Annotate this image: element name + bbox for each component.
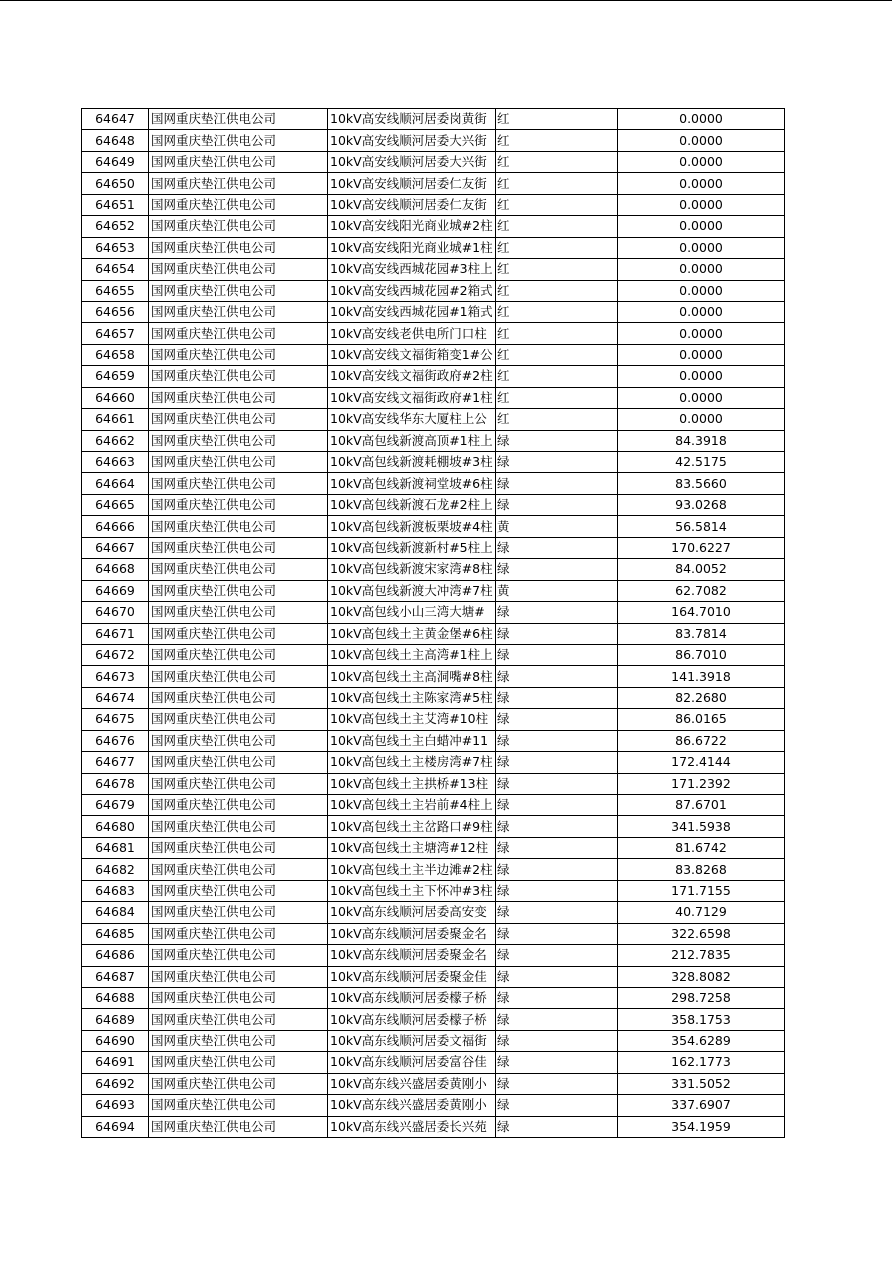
row-id-cell: 64673 [82, 666, 149, 687]
row-id-cell: 64655 [82, 280, 149, 301]
value-cell: 212.7835 [618, 945, 785, 966]
row-id-cell: 64679 [82, 795, 149, 816]
line-name-cell: 10kV高包线土主高洞嘴#8柱 [328, 666, 496, 687]
value-cell: 40.7129 [618, 902, 785, 923]
status-cell: 红 [496, 301, 618, 322]
company-cell: 国网重庆垫江供电公司 [149, 151, 328, 172]
company-cell: 国网重庆垫江供电公司 [149, 880, 328, 901]
row-id-cell: 64660 [82, 387, 149, 408]
line-name-cell: 10kV高安线顺河居委大兴街 [328, 130, 496, 151]
line-name-cell: 10kV高包线新渡祠堂坡#6柱 [328, 473, 496, 494]
row-id-cell: 64682 [82, 859, 149, 880]
table-row [82, 752, 785, 773]
line-name-cell: 10kV高东线顺河居委文福街 [328, 1030, 496, 1051]
row-id-cell: 64684 [82, 902, 149, 923]
value-cell: 341.5938 [618, 816, 785, 837]
line-name-cell: 10kV高包线土主高湾#1柱上 [328, 644, 496, 665]
row-id-cell: 64668 [82, 559, 149, 580]
table-row [82, 902, 785, 923]
value-cell: 81.6742 [618, 837, 785, 858]
status-cell: 绿 [496, 966, 618, 987]
row-id-cell: 64681 [82, 837, 149, 858]
company-cell: 国网重庆垫江供电公司 [149, 516, 328, 537]
company-cell: 国网重庆垫江供电公司 [149, 237, 328, 258]
value-cell: 87.6701 [618, 795, 785, 816]
table-row [82, 923, 785, 944]
status-cell: 绿 [496, 880, 618, 901]
company-cell: 国网重庆垫江供电公司 [149, 945, 328, 966]
company-cell: 国网重庆垫江供电公司 [149, 816, 328, 837]
table-row [82, 987, 785, 1008]
line-name-cell: 10kV高包线土主半边滩#2柱 [328, 859, 496, 880]
company-cell: 国网重庆垫江供电公司 [149, 409, 328, 430]
status-cell: 绿 [496, 666, 618, 687]
row-id-cell: 64651 [82, 194, 149, 215]
line-name-cell: 10kV高安线华东大厦柱上公 [328, 409, 496, 430]
company-cell: 国网重庆垫江供电公司 [149, 730, 328, 751]
row-id-cell: 64663 [82, 452, 149, 473]
row-id-cell: 64680 [82, 816, 149, 837]
line-name-cell: 10kV高东线顺河居委聚金佳 [328, 966, 496, 987]
row-id-cell: 64688 [82, 987, 149, 1008]
table-row [82, 666, 785, 687]
status-cell: 红 [496, 109, 618, 130]
company-cell: 国网重庆垫江供电公司 [149, 1009, 328, 1030]
table-row [82, 366, 785, 387]
status-cell: 绿 [496, 602, 618, 623]
line-name-cell: 10kV高安线阳光商业城#2柱 [328, 216, 496, 237]
company-cell: 国网重庆垫江供电公司 [149, 494, 328, 515]
status-cell: 红 [496, 259, 618, 280]
value-cell: 0.0000 [618, 366, 785, 387]
company-cell: 国网重庆垫江供电公司 [149, 344, 328, 365]
row-id-cell: 64693 [82, 1095, 149, 1116]
data-table [81, 108, 785, 1138]
table-row [82, 452, 785, 473]
table-row [82, 1030, 785, 1051]
row-id-cell: 64656 [82, 301, 149, 322]
table-row [82, 1073, 785, 1094]
company-cell: 国网重庆垫江供电公司 [149, 773, 328, 794]
line-name-cell: 10kV高安线文福街政府#2柱 [328, 366, 496, 387]
row-id-cell: 64677 [82, 752, 149, 773]
status-cell: 红 [496, 151, 618, 172]
table-row [82, 151, 785, 172]
line-name-cell: 10kV高东线顺河居委聚金名 [328, 945, 496, 966]
line-name-cell: 10kV高东线兴盛居委长兴苑 [328, 1116, 496, 1137]
value-cell: 354.1959 [618, 1116, 785, 1137]
status-cell: 绿 [496, 945, 618, 966]
value-cell: 0.0000 [618, 151, 785, 172]
line-name-cell: 10kV高安线西城花园#2箱式 [328, 280, 496, 301]
row-id-cell: 64687 [82, 966, 149, 987]
status-cell: 绿 [496, 795, 618, 816]
value-cell: 0.0000 [618, 323, 785, 344]
line-name-cell: 10kV高东线顺河居委檬子桥 [328, 987, 496, 1008]
value-cell: 83.5660 [618, 473, 785, 494]
status-cell: 绿 [496, 537, 618, 558]
company-cell: 国网重庆垫江供电公司 [149, 902, 328, 923]
table-row [82, 644, 785, 665]
company-cell: 国网重庆垫江供电公司 [149, 687, 328, 708]
row-id-cell: 64662 [82, 430, 149, 451]
table-row [82, 173, 785, 194]
table-row [82, 730, 785, 751]
row-id-cell: 64694 [82, 1116, 149, 1137]
table-row [82, 387, 785, 408]
table-row [82, 301, 785, 322]
table-row [82, 323, 785, 344]
line-name-cell: 10kV高安线顺河居委仁友街 [328, 173, 496, 194]
value-cell: 84.3918 [618, 430, 785, 451]
status-cell: 绿 [496, 623, 618, 644]
table-row [82, 259, 785, 280]
table-row [82, 194, 785, 215]
value-cell: 358.1753 [618, 1009, 785, 1030]
status-cell: 红 [496, 130, 618, 151]
company-cell: 国网重庆垫江供电公司 [149, 666, 328, 687]
line-name-cell: 10kV高安线西城花园#1箱式 [328, 301, 496, 322]
value-cell: 0.0000 [618, 259, 785, 280]
value-cell: 0.0000 [618, 280, 785, 301]
table-row [82, 1009, 785, 1030]
company-cell: 国网重庆垫江供电公司 [149, 109, 328, 130]
table-row [82, 344, 785, 365]
line-name-cell: 10kV高安线顺河居委仁友街 [328, 194, 496, 215]
table-row [82, 602, 785, 623]
line-name-cell: 10kV高包线新渡石龙#2柱上 [328, 494, 496, 515]
status-cell: 绿 [496, 1009, 618, 1030]
status-cell: 红 [496, 216, 618, 237]
table-row [82, 430, 785, 451]
status-cell: 红 [496, 173, 618, 194]
line-name-cell: 10kV高东线兴盛居委黄刚小 [328, 1073, 496, 1094]
company-cell: 国网重庆垫江供电公司 [149, 301, 328, 322]
row-id-cell: 64685 [82, 923, 149, 944]
row-id-cell: 64670 [82, 602, 149, 623]
company-cell: 国网重庆垫江供电公司 [149, 259, 328, 280]
status-cell: 绿 [496, 1052, 618, 1073]
table-row [82, 409, 785, 430]
status-cell: 绿 [496, 559, 618, 580]
row-id-cell: 64652 [82, 216, 149, 237]
line-name-cell: 10kV高东线顺河居委富谷佳 [328, 1052, 496, 1073]
table-row [82, 709, 785, 730]
status-cell: 绿 [496, 687, 618, 708]
value-cell: 0.0000 [618, 237, 785, 258]
company-cell: 国网重庆垫江供电公司 [149, 923, 328, 944]
table-row [82, 1116, 785, 1137]
company-cell: 国网重庆垫江供电公司 [149, 1073, 328, 1094]
line-name-cell: 10kV高安线顺河居委大兴街 [328, 151, 496, 172]
line-name-cell: 10kV高东线顺河居委聚金名 [328, 923, 496, 944]
status-cell: 黄 [496, 516, 618, 537]
row-id-cell: 64692 [82, 1073, 149, 1094]
table-row [82, 130, 785, 151]
status-cell: 绿 [496, 987, 618, 1008]
row-id-cell: 64671 [82, 623, 149, 644]
line-name-cell: 10kV高包线土主黄金堡#6柱 [328, 623, 496, 644]
value-cell: 354.6289 [618, 1030, 785, 1051]
table-body [82, 109, 785, 1138]
row-id-cell: 64664 [82, 473, 149, 494]
status-cell: 红 [496, 280, 618, 301]
company-cell: 国网重庆垫江供电公司 [149, 280, 328, 301]
value-cell: 93.0268 [618, 494, 785, 515]
company-cell: 国网重庆垫江供电公司 [149, 559, 328, 580]
line-name-cell: 10kV高包线新渡高顶#1柱上 [328, 430, 496, 451]
line-name-cell: 10kV高东线兴盛居委黄刚小 [328, 1095, 496, 1116]
value-cell: 83.8268 [618, 859, 785, 880]
status-cell: 绿 [496, 816, 618, 837]
row-id-cell: 64691 [82, 1052, 149, 1073]
status-cell: 绿 [496, 923, 618, 944]
line-name-cell: 10kV高安线顺河居委岗黄街 [328, 109, 496, 130]
value-cell: 86.0165 [618, 709, 785, 730]
table-row [82, 837, 785, 858]
table-row [82, 109, 785, 130]
line-name-cell: 10kV高包线新渡大冲湾#7柱 [328, 580, 496, 601]
line-name-cell: 10kV高包线新渡板栗坡#4柱 [328, 516, 496, 537]
table-row [82, 1095, 785, 1116]
row-id-cell: 64649 [82, 151, 149, 172]
value-cell: 328.8082 [618, 966, 785, 987]
table-row [82, 216, 785, 237]
row-id-cell: 64654 [82, 259, 149, 280]
table-row [82, 237, 785, 258]
value-cell: 0.0000 [618, 387, 785, 408]
value-cell: 162.1773 [618, 1052, 785, 1073]
line-name-cell: 10kV高包线土主陈家湾#5柱 [328, 687, 496, 708]
row-id-cell: 64666 [82, 516, 149, 537]
row-id-cell: 64690 [82, 1030, 149, 1051]
line-name-cell: 10kV高包线土主下怀冲#3柱 [328, 880, 496, 901]
value-cell: 0.0000 [618, 409, 785, 430]
status-cell: 红 [496, 323, 618, 344]
line-name-cell: 10kV高安线文福街箱变1#公 [328, 344, 496, 365]
company-cell: 国网重庆垫江供电公司 [149, 1116, 328, 1137]
line-name-cell: 10kV高东线顺河居委高安变 [328, 902, 496, 923]
company-cell: 国网重庆垫江供电公司 [149, 987, 328, 1008]
value-cell: 86.7010 [618, 644, 785, 665]
status-cell: 红 [496, 344, 618, 365]
line-name-cell: 10kV高包线土主艾湾#10柱 [328, 709, 496, 730]
line-name-cell: 10kV高包线新渡宋家湾#8柱 [328, 559, 496, 580]
table-row [82, 623, 785, 644]
table-row [82, 473, 785, 494]
value-cell: 82.2680 [618, 687, 785, 708]
table-row [82, 773, 785, 794]
line-name-cell: 10kV高包线土主岔路口#9柱 [328, 816, 496, 837]
company-cell: 国网重庆垫江供电公司 [149, 452, 328, 473]
status-cell: 绿 [496, 859, 618, 880]
company-cell: 国网重庆垫江供电公司 [149, 473, 328, 494]
status-cell: 绿 [496, 494, 618, 515]
company-cell: 国网重庆垫江供电公司 [149, 709, 328, 730]
status-cell: 红 [496, 387, 618, 408]
status-cell: 绿 [496, 473, 618, 494]
value-cell: 0.0000 [618, 344, 785, 365]
line-name-cell: 10kV高包线土主岩前#4柱上 [328, 795, 496, 816]
status-cell: 绿 [496, 644, 618, 665]
status-cell: 绿 [496, 1030, 618, 1051]
value-cell: 171.7155 [618, 880, 785, 901]
status-cell: 黄 [496, 580, 618, 601]
value-cell: 322.6598 [618, 923, 785, 944]
company-cell: 国网重庆垫江供电公司 [149, 430, 328, 451]
status-cell: 绿 [496, 1073, 618, 1094]
value-cell: 42.5175 [618, 452, 785, 473]
company-cell: 国网重庆垫江供电公司 [149, 1095, 328, 1116]
company-cell: 国网重庆垫江供电公司 [149, 795, 328, 816]
value-cell: 337.6907 [618, 1095, 785, 1116]
row-id-cell: 64648 [82, 130, 149, 151]
row-id-cell: 64683 [82, 880, 149, 901]
company-cell: 国网重庆垫江供电公司 [149, 602, 328, 623]
value-cell: 172.4144 [618, 752, 785, 773]
value-cell: 0.0000 [618, 173, 785, 194]
status-cell: 绿 [496, 752, 618, 773]
row-id-cell: 64686 [82, 945, 149, 966]
company-cell: 国网重庆垫江供电公司 [149, 537, 328, 558]
company-cell: 国网重庆垫江供电公司 [149, 580, 328, 601]
status-cell: 绿 [496, 709, 618, 730]
line-name-cell: 10kV高包线土主楼房湾#7柱 [328, 752, 496, 773]
table-row [82, 966, 785, 987]
value-cell: 86.6722 [618, 730, 785, 751]
line-name-cell: 10kV高安线阳光商业城#1柱 [328, 237, 496, 258]
company-cell: 国网重庆垫江供电公司 [149, 194, 328, 215]
table-row [82, 687, 785, 708]
company-cell: 国网重庆垫江供电公司 [149, 966, 328, 987]
row-id-cell: 64650 [82, 173, 149, 194]
table-row [82, 516, 785, 537]
company-cell: 国网重庆垫江供电公司 [149, 1030, 328, 1051]
value-cell: 0.0000 [618, 109, 785, 130]
status-cell: 绿 [496, 730, 618, 751]
value-cell: 141.3918 [618, 666, 785, 687]
company-cell: 国网重庆垫江供电公司 [149, 859, 328, 880]
value-cell: 171.2392 [618, 773, 785, 794]
company-cell: 国网重庆垫江供电公司 [149, 216, 328, 237]
company-cell: 国网重庆垫江供电公司 [149, 837, 328, 858]
status-cell: 红 [496, 237, 618, 258]
value-cell: 164.7010 [618, 602, 785, 623]
status-cell: 绿 [496, 902, 618, 923]
company-cell: 国网重庆垫江供电公司 [149, 366, 328, 387]
row-id-cell: 64667 [82, 537, 149, 558]
table-row [82, 537, 785, 558]
value-cell: 62.7082 [618, 580, 785, 601]
value-cell: 298.7258 [618, 987, 785, 1008]
line-name-cell: 10kV高安线文福街政府#1柱 [328, 387, 496, 408]
value-cell: 84.0052 [618, 559, 785, 580]
line-name-cell: 10kV高包线土主塘湾#12柱 [328, 837, 496, 858]
company-cell: 国网重庆垫江供电公司 [149, 173, 328, 194]
status-cell: 绿 [496, 1116, 618, 1137]
row-id-cell: 64657 [82, 323, 149, 344]
status-cell: 绿 [496, 430, 618, 451]
table-row [82, 816, 785, 837]
status-cell: 红 [496, 366, 618, 387]
company-cell: 国网重庆垫江供电公司 [149, 130, 328, 151]
row-id-cell: 64665 [82, 494, 149, 515]
value-cell: 0.0000 [618, 130, 785, 151]
row-id-cell: 64678 [82, 773, 149, 794]
value-cell: 56.5814 [618, 516, 785, 537]
table-row [82, 859, 785, 880]
table-row [82, 280, 785, 301]
value-cell: 0.0000 [618, 194, 785, 215]
row-id-cell: 64672 [82, 644, 149, 665]
page-top-rule [0, 0, 892, 1]
row-id-cell: 64658 [82, 344, 149, 365]
table-row [82, 494, 785, 515]
line-name-cell: 10kV高包线新渡新村#5柱上 [328, 537, 496, 558]
row-id-cell: 64653 [82, 237, 149, 258]
company-cell: 国网重庆垫江供电公司 [149, 623, 328, 644]
line-name-cell: 10kV高包线土主拱桥#13柱 [328, 773, 496, 794]
company-cell: 国网重庆垫江供电公司 [149, 1052, 328, 1073]
company-cell: 国网重庆垫江供电公司 [149, 752, 328, 773]
table-row [82, 795, 785, 816]
value-cell: 83.7814 [618, 623, 785, 644]
line-name-cell: 10kV高东线顺河居委檬子桥 [328, 1009, 496, 1030]
row-id-cell: 64647 [82, 109, 149, 130]
line-name-cell: 10kV高包线小山三湾大塘# [328, 602, 496, 623]
table-row [82, 559, 785, 580]
value-cell: 0.0000 [618, 216, 785, 237]
line-name-cell: 10kV高安线西城花园#3柱上 [328, 259, 496, 280]
status-cell: 绿 [496, 452, 618, 473]
company-cell: 国网重庆垫江供电公司 [149, 644, 328, 665]
row-id-cell: 64689 [82, 1009, 149, 1030]
value-cell: 331.5052 [618, 1073, 785, 1094]
line-name-cell: 10kV高安线老供电所门口柱 [328, 323, 496, 344]
status-cell: 绿 [496, 837, 618, 858]
row-id-cell: 64676 [82, 730, 149, 751]
company-cell: 国网重庆垫江供电公司 [149, 323, 328, 344]
row-id-cell: 64659 [82, 366, 149, 387]
status-cell: 红 [496, 409, 618, 430]
table-row [82, 880, 785, 901]
line-name-cell: 10kV高包线新渡耗棚坡#3柱 [328, 452, 496, 473]
row-id-cell: 64669 [82, 580, 149, 601]
table-row [82, 945, 785, 966]
row-id-cell: 64674 [82, 687, 149, 708]
row-id-cell: 64661 [82, 409, 149, 430]
status-cell: 绿 [496, 773, 618, 794]
line-name-cell: 10kV高包线土主白蜡冲#11 [328, 730, 496, 751]
table-row [82, 1052, 785, 1073]
value-cell: 170.6227 [618, 537, 785, 558]
company-cell: 国网重庆垫江供电公司 [149, 387, 328, 408]
status-cell: 红 [496, 194, 618, 215]
table-row [82, 580, 785, 601]
value-cell: 0.0000 [618, 301, 785, 322]
status-cell: 绿 [496, 1095, 618, 1116]
row-id-cell: 64675 [82, 709, 149, 730]
